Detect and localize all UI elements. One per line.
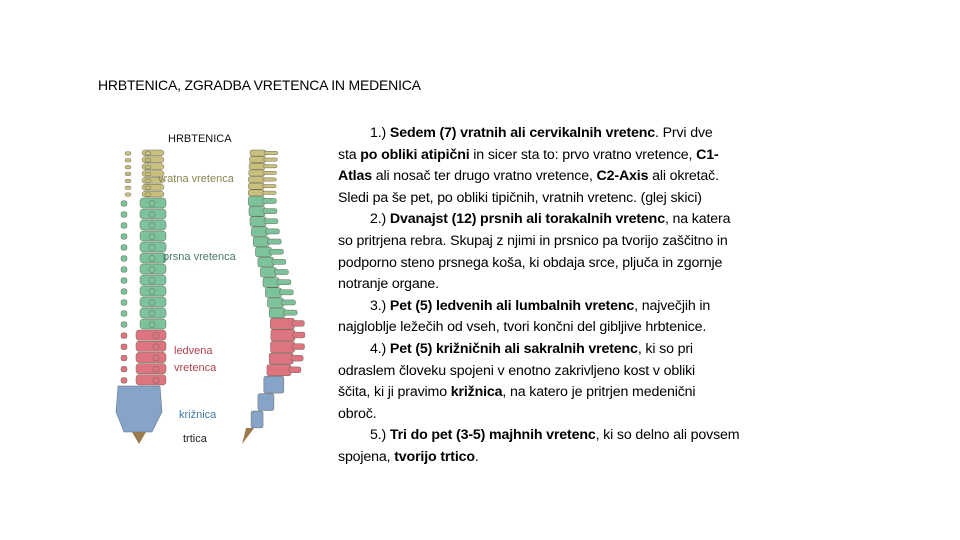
cervical-process [145, 165, 151, 168]
text-segment: , na katero je pritrjen medenični [502, 384, 696, 401]
text-segment: odraslem človeku spojeni v enotno zakrivljeno kost v obliki [338, 362, 696, 379]
label-sacrum: križnica [179, 409, 217, 421]
cervical-process [125, 172, 131, 175]
lumbar-vertebra [136, 375, 166, 385]
figure-heading: HRBTENICA [168, 133, 232, 145]
thoracic-process [121, 322, 127, 328]
text-line [338, 166, 739, 188]
text-segment: obroč. [338, 405, 377, 422]
bold-text: Dvanajst (12) prsnih ali torakalnih vretenc [389, 211, 665, 228]
cervical-side-process [262, 184, 276, 187]
bold-text: tvorijo trtico [394, 448, 475, 465]
thoracic-side-process [262, 198, 276, 203]
thoracic-side-vertebra [269, 308, 285, 318]
thoracic-process [149, 267, 155, 273]
cervical-process [125, 179, 131, 182]
thoracic-process [121, 300, 127, 306]
lumbar-vertebra [136, 364, 166, 374]
text-segment: 5.) [370, 427, 390, 444]
text-segment: . [474, 448, 479, 465]
thoracic-side-vertebra [260, 267, 276, 277]
cervical-process [125, 193, 131, 196]
text-segment: ali nosač ter drugo vratno vretence, [371, 168, 597, 185]
text-segment: sta [338, 146, 361, 163]
thoracic-side-process [279, 290, 293, 295]
thoracic-process [149, 223, 155, 229]
lumbar-side-vertebra [271, 341, 295, 352]
thoracic-process [121, 256, 127, 262]
text-segment: , največjih in [634, 297, 711, 314]
thoracic-side-vertebra [265, 288, 281, 298]
text-line [338, 188, 739, 210]
text-line [338, 253, 739, 275]
lumbar-side-process [293, 344, 305, 350]
text-segment: in sicer sta to: prvo vratno vretence, [469, 146, 697, 163]
cervical-process [125, 159, 131, 162]
cervical-process [145, 152, 151, 155]
lumbar-process [121, 344, 127, 350]
lumbar-process [121, 366, 127, 372]
thoracic-process [121, 212, 127, 218]
cervical-process [125, 186, 131, 189]
thoracic-side-process [277, 280, 291, 285]
text-line [338, 296, 739, 318]
text-line [338, 209, 739, 231]
bold-text: Pet (5) križničnih ali sakralnih vretenc [389, 340, 638, 357]
text-segment: , ki so pri [637, 340, 693, 357]
label-lumbar-1: ledvena [174, 345, 213, 357]
thoracic-side-vertebra [251, 227, 267, 237]
text-segment: 1.) [370, 125, 390, 141]
text-segment: notranje organe. [338, 276, 439, 293]
thoracic-process [149, 256, 155, 262]
thoracic-side-vertebra [249, 207, 265, 217]
thoracic-process [121, 267, 127, 273]
cervical-side-vertebra [250, 157, 266, 163]
lumbar-process [121, 378, 127, 384]
text-segment: , ki so delno ali povsem [595, 427, 740, 444]
label-coccyx: trtica [183, 433, 207, 445]
lumbar-process [121, 355, 127, 361]
bold-text: Atlas [338, 168, 372, 185]
text-segment: so pritrjena rebra. Skupaj z njimi in prsnico pa tvorijo zaščitno in [338, 232, 728, 249]
cervical-side-vertebra [248, 183, 264, 189]
thoracic-process [149, 201, 155, 207]
sacrum-side-vertebra [264, 376, 284, 393]
cervical-process [145, 172, 151, 175]
text-line [338, 274, 739, 296]
side-spine [242, 150, 305, 444]
cervical-process [145, 179, 151, 182]
thoracic-side-vertebra [258, 257, 274, 267]
text-line [338, 123, 739, 145]
bold-text: C2-Axis [596, 168, 649, 185]
bold-text: Tri do pet (3-5) majhnih vretenc [389, 427, 596, 444]
text-line [338, 231, 739, 253]
sacrum-side-vertebra [258, 394, 274, 411]
thoracic-process [121, 278, 127, 284]
front-spine [116, 150, 166, 444]
thoracic-process [121, 201, 127, 207]
thoracic-process [121, 289, 127, 295]
text-line [338, 145, 739, 167]
text-segment: ščita, ki ji pravimo [338, 384, 451, 401]
lumbar-process [153, 366, 159, 372]
lumbar-process [153, 344, 159, 350]
lumbar-side-process [291, 355, 303, 361]
text-segment: spojena, [338, 448, 395, 465]
thoracic-process [149, 245, 155, 251]
spine-illustration [110, 120, 310, 450]
text-line [338, 339, 739, 361]
thoracic-side-vertebra [248, 196, 264, 206]
thoracic-process [121, 234, 127, 240]
sacrum-side-vertebra [251, 411, 263, 428]
cervical-side-vertebra [249, 170, 265, 176]
lumbar-side-vertebra [270, 318, 294, 329]
lumbar-side-vertebra [269, 353, 293, 364]
text-segment: najgloblje ležečih od vseh, tvori končni del gibljive hrbtenice. [338, 319, 707, 336]
lumbar-side-process [289, 367, 301, 373]
lumbar-process [153, 355, 159, 361]
thoracic-side-vertebra [250, 217, 266, 227]
lumbar-side-vertebra [267, 365, 291, 376]
text-line [338, 382, 739, 404]
thoracic-side-vertebra [255, 247, 271, 257]
thoracic-process [121, 311, 127, 317]
thoracic-side-process [274, 269, 288, 274]
thoracic-side-process [269, 249, 283, 254]
thoracic-side-process [283, 310, 297, 315]
bold-text: križnica [450, 384, 503, 401]
thoracic-process [121, 245, 127, 251]
cervical-side-process [263, 171, 277, 174]
text-line [338, 317, 739, 339]
cervical-side-process [262, 178, 276, 181]
lumbar-side-process [293, 332, 305, 338]
thoracic-process [149, 311, 155, 317]
thoracic-side-vertebra [267, 298, 283, 308]
cervical-process [125, 152, 131, 155]
label-cervical: vratna vretenca [158, 173, 234, 185]
text-segment: . Prvi dve [655, 125, 713, 141]
lumbar-process [153, 378, 159, 384]
coccyx-side [242, 428, 254, 444]
bold-text: C1- [696, 146, 719, 163]
thoracic-side-process [265, 229, 279, 234]
cervical-side-vertebra [250, 150, 266, 156]
text-segment: Sledi pa še pet, po obliki tipičnih, vratnih vretenc. (glej skici) [338, 189, 702, 206]
thoracic-process [149, 234, 155, 240]
cervical-side-process [264, 151, 278, 154]
cervical-side-process [263, 165, 277, 168]
thoracic-process [149, 289, 155, 295]
cervical-process [125, 165, 131, 168]
label-lumbar-2: vretenca [174, 362, 217, 374]
text-segment: ali okretač. [648, 168, 719, 185]
cervical-side-process [264, 158, 278, 161]
thoracic-side-vertebra [263, 278, 279, 288]
bold-text: Pet (5) ledvenih ali lumbalnih vretenc [389, 297, 635, 314]
thoracic-side-process [281, 300, 295, 305]
bold-text: po obliki atipični [360, 146, 470, 163]
lumbar-process [153, 333, 159, 339]
text-line [338, 425, 739, 447]
text-segment: , na katera [664, 211, 731, 228]
lumbar-side-process [292, 321, 304, 327]
text-line [338, 447, 739, 469]
thoracic-side-process [264, 219, 278, 224]
lumbar-side-vertebra [271, 330, 295, 341]
cervical-side-vertebra [248, 190, 264, 196]
text-segment: podporno steno prsnega koša, ki obdaja srce, pljuča in zgornje [338, 254, 723, 271]
text-line [338, 361, 739, 383]
text-segment: 2.) [370, 211, 390, 228]
cervical-side-process [262, 191, 276, 194]
thoracic-process [149, 300, 155, 306]
cervical-process [145, 193, 151, 196]
lumbar-vertebra [136, 352, 166, 362]
text-segment: 4.) [370, 340, 390, 357]
thoracic-side-vertebra [253, 237, 269, 247]
cervical-side-vertebra [249, 163, 265, 169]
cervical-side-vertebra [248, 177, 264, 183]
thoracic-process [121, 223, 127, 229]
text-line [338, 404, 739, 426]
lumbar-vertebra [136, 341, 166, 351]
thoracic-side-process [263, 209, 277, 214]
thoracic-side-process [267, 239, 281, 244]
thoracic-side-process [272, 259, 286, 264]
label-thoracic: prsna vretenca [163, 251, 236, 263]
bold-text: Sedem (7) vratnih ali cervikalnih vretenc [389, 125, 656, 141]
cervical-process [145, 159, 151, 162]
lumbar-vertebra [136, 330, 166, 340]
text-segment: 3.) [370, 297, 390, 314]
cervical-process [145, 186, 151, 189]
slide-title: HRBTENICA, ZGRADBA VRETENCA IN MEDENICA [98, 77, 421, 93]
thoracic-process [149, 212, 155, 218]
thoracic-process [149, 278, 155, 284]
coccyx [132, 432, 146, 444]
lumbar-process [121, 333, 127, 339]
thoracic-process [149, 322, 155, 328]
sacrum [116, 386, 162, 432]
body-text [338, 123, 739, 469]
